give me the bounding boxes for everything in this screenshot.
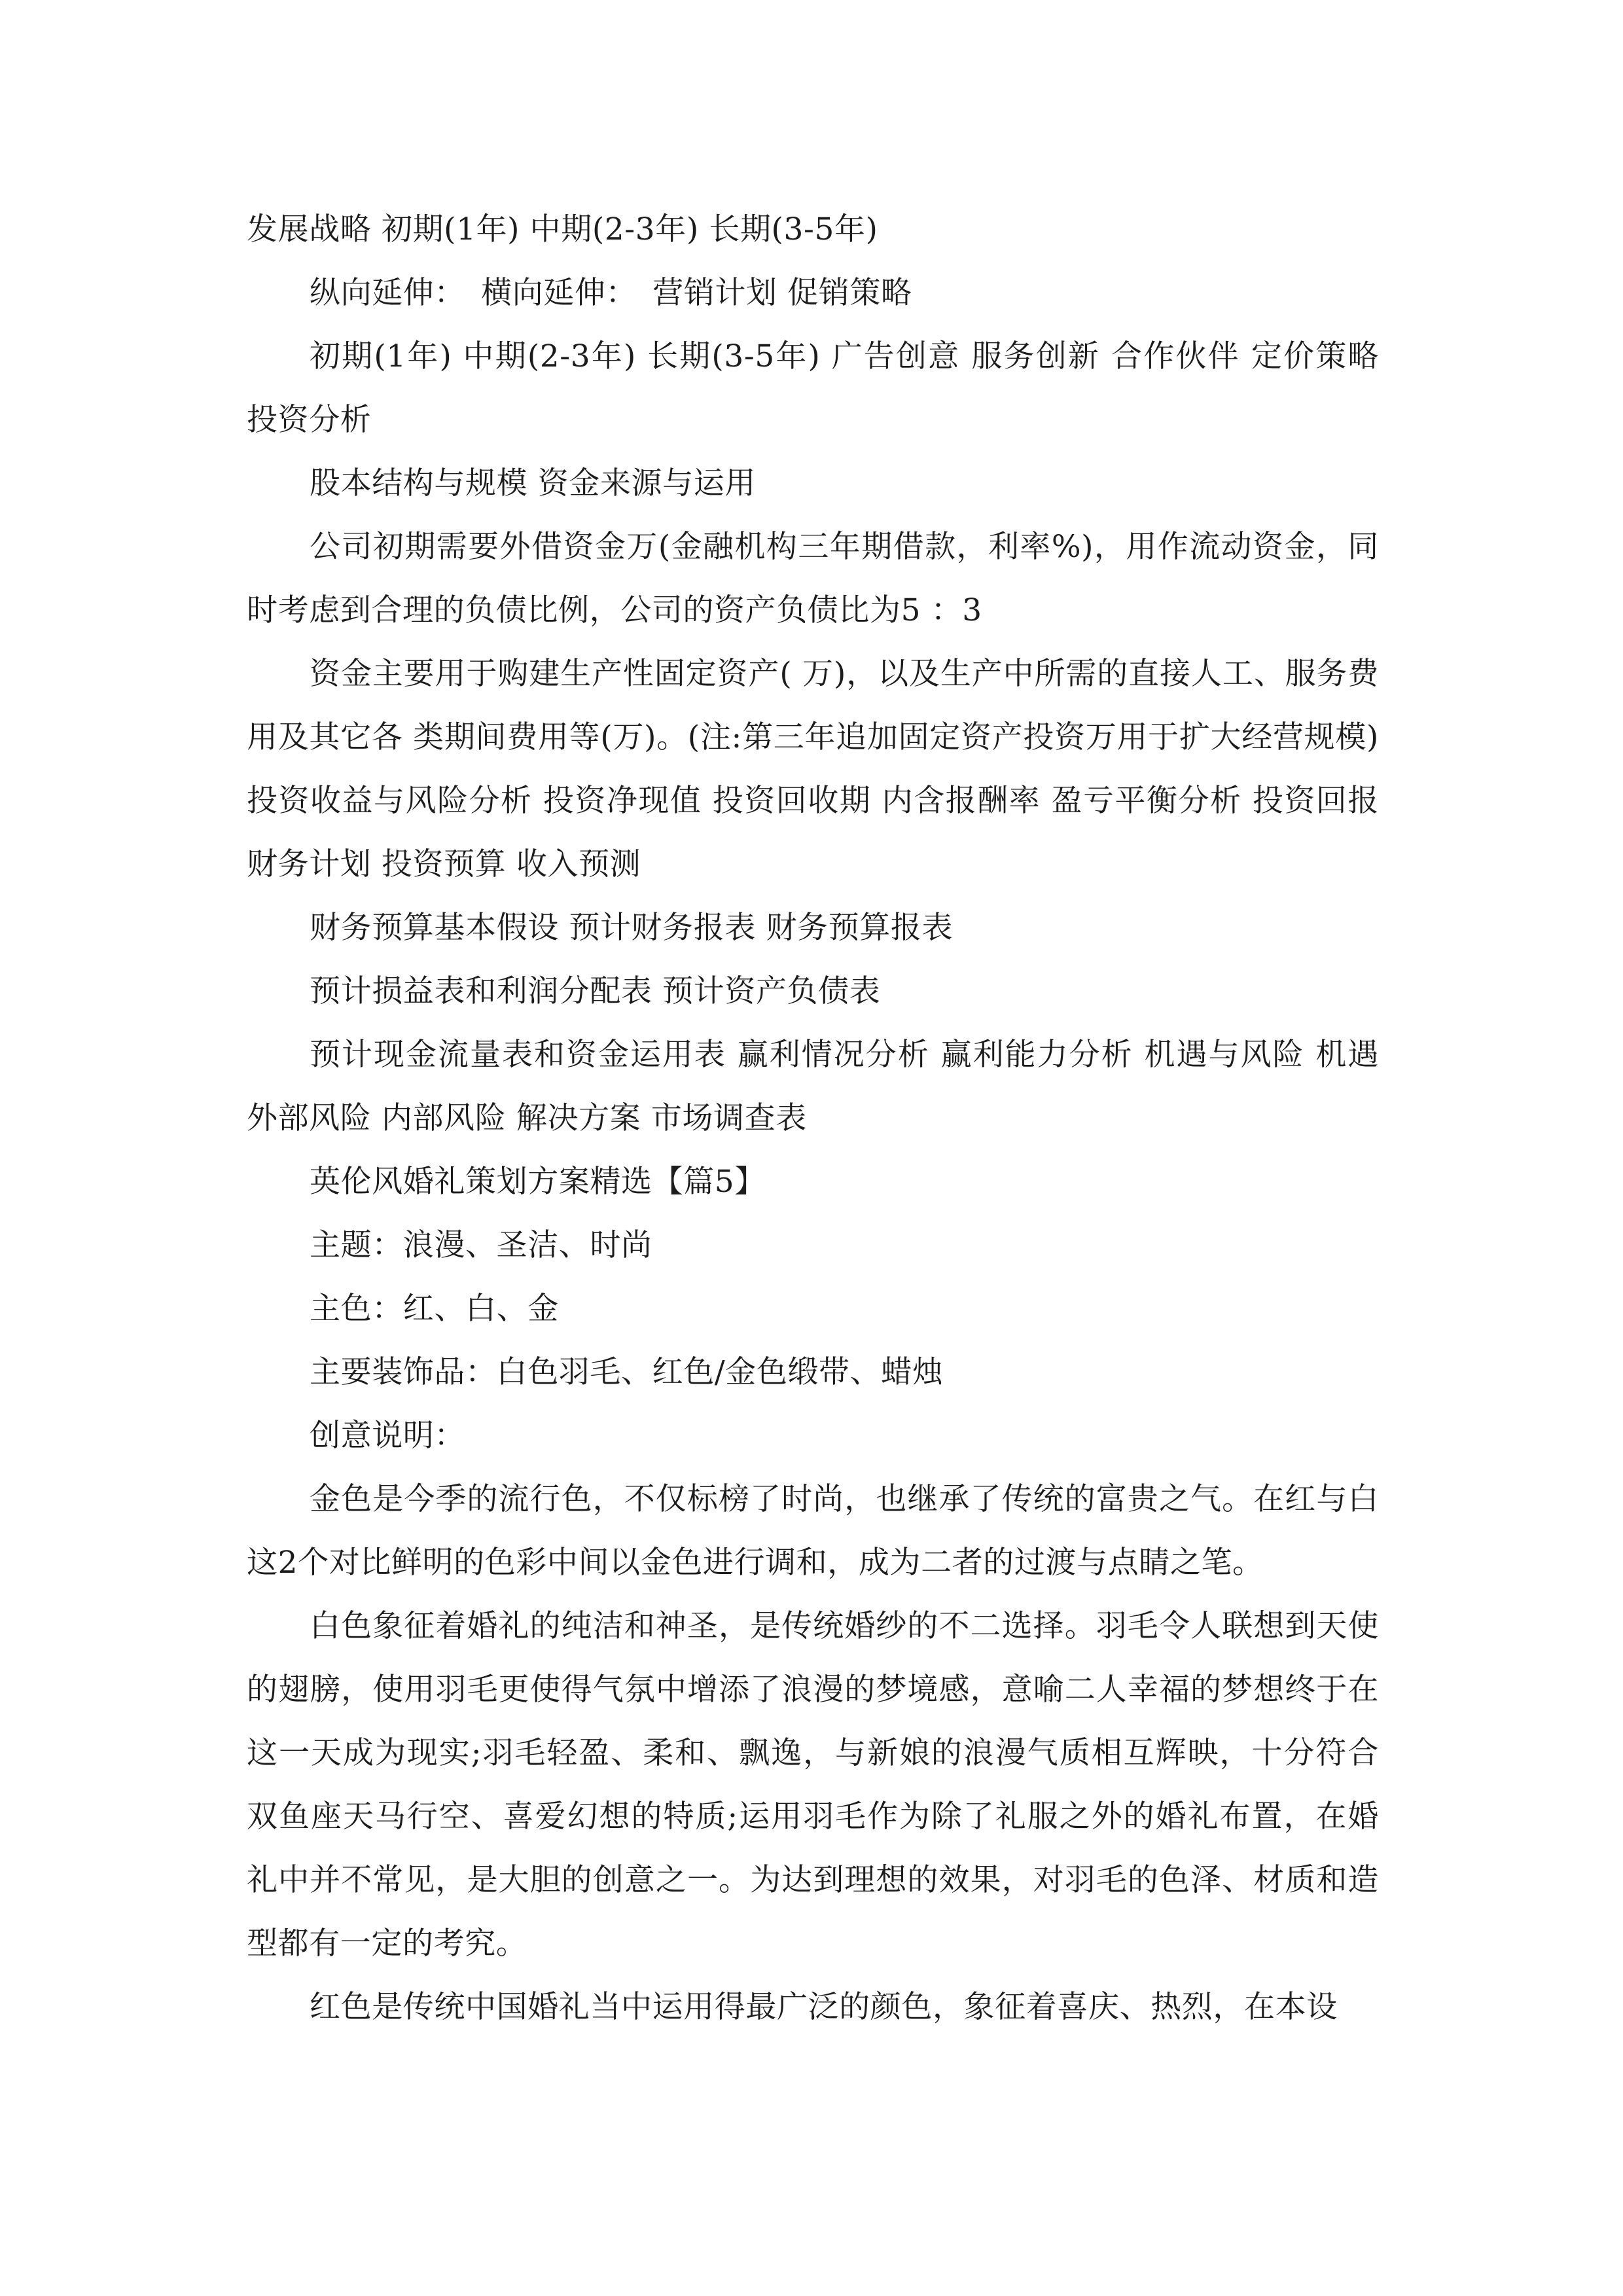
section-heading: 英伦风婚礼策划方案精选【篇5】 xyxy=(310,1164,766,1200)
paragraph-main-colors: 主色：红、白、金 xyxy=(310,1291,559,1327)
paragraph-gold: 金色是今季的流行色，不仅标榜了时尚，也继承了传统的富贵之气。在红与白这2个对比鲜明的色彩中间以金色进行调和，成为二者的过渡与点睛之笔。 xyxy=(247,1481,1379,1581)
paragraph-budget-assumptions: 财务预算基本假设 预计财务报表 财务预算报表 xyxy=(310,910,954,946)
paragraph-external-borrowing: 公司初期需要外借资金万(金融机构三年期借款，利率%)，用作流动资金，同时考虑到合理的负债比例，公司的资产负债比为5 ：3 xyxy=(247,529,1379,628)
paragraph-equity-funds: 股本结构与规模 资金来源与运用 xyxy=(310,465,756,501)
paragraph-white-feathers: 白色象征着婚礼的纯洁和神圣，是传统婚纱的不二选择。羽毛令人联想到天使的翅膀，使用羽毛更使得气氛中增添了浪漫的梦境感，意喻二人幸福的梦想终于在这一天成为现实;羽毛轻盈、柔和、飘逸，与新娘的浪漫气质相互辉映，十分符合双鱼座天马行空、喜爱幻想的特质;运用羽毛作为除了礼服之外的婚礼布置，在婚礼中并不常见，是大胆的创意之一。为达到理想的效果，对羽毛的色泽、材质和造型都有一定的考究。 xyxy=(247,1608,1379,1962)
paragraph-development-strategy: 发展战略 初期(1年) 中期(2-3年) 长期(3-5年) xyxy=(247,211,878,247)
paragraph-decorations: 主要装饰品：白色羽毛、红色/金色缎带、蜡烛 xyxy=(310,1354,944,1390)
paragraph-cash-flow: 预计现金流量表和资金运用表 赢利情况分析 赢利能力分析 机遇与风险 机遇 外部风险 内部风险 解决方案 市场调查表 xyxy=(247,1037,1379,1136)
paragraph-phases-investment: 初期(1年) 中期(2-3年) 长期(3-5年) 广告创意 服务创新 合作伙伴 定价策略 投资分析 xyxy=(247,338,1379,438)
paragraph-theme: 主题：浪漫、圣洁、时尚 xyxy=(310,1227,652,1263)
paragraph-red: 红色是传统中国婚礼当中运用得最广泛的颜色，象征着喜庆、热烈，在本设 xyxy=(310,1989,1338,2025)
paragraph-extension-marketing: 纵向延伸： 横向延伸： 营销计划 促销策略 xyxy=(310,275,912,311)
paragraph-income-statement: 预计损益表和利润分配表 预计资产负债表 xyxy=(310,973,881,1009)
document-body xyxy=(247,198,1379,2039)
paragraph-creative-label: 创意说明： xyxy=(310,1418,465,1454)
paragraph-fund-usage: 资金主要用于购建生产性固定资产( 万)，以及生产中所需的直接人工、服务费用及其它各 类期间费用等(万)。(注:第三年追加固定资产投资万用于扩大经营规模) 投资收益与风险分析 投资净现值 投资回收期 内含报酬率 盈亏平衡分析 投资回报 财务计划 投资预算 收入预测 xyxy=(247,656,1379,882)
